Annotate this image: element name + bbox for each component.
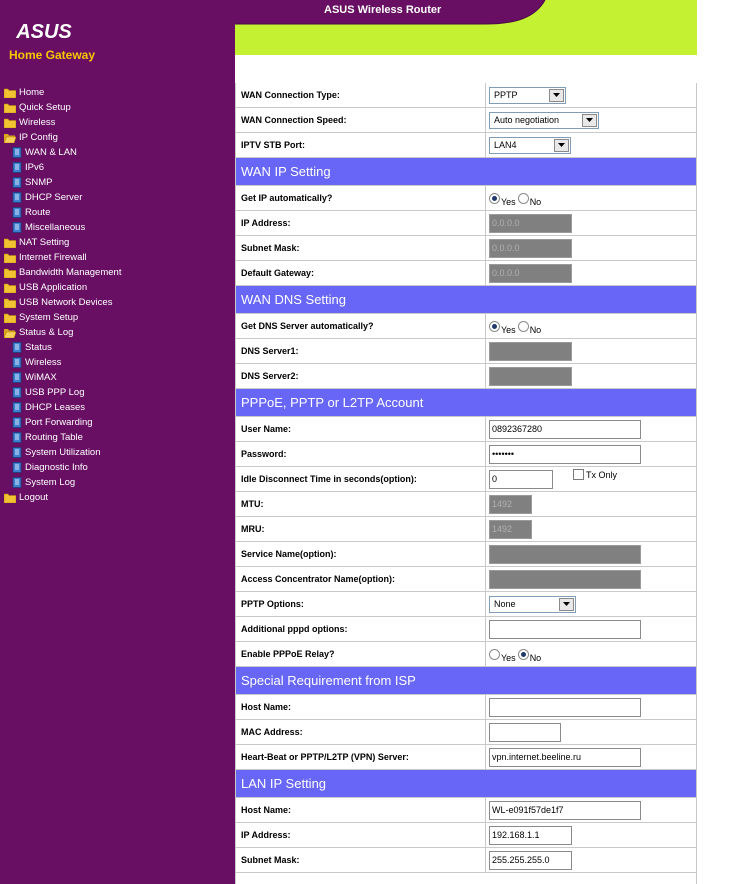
sidebar-item-label: Route: [25, 207, 51, 218]
wan-speed-label: WAN Connection Speed:: [236, 108, 486, 132]
lan-host-input[interactable]: WL-e091f57de1f7: [489, 801, 641, 820]
dns2-row: [236, 364, 696, 389]
sidebar-item-label: DHCP Server: [25, 192, 83, 203]
username-label: User Name:: [236, 417, 486, 441]
wan-gateway-label: Default Gateway:: [236, 261, 486, 285]
sidebar-item-label: Routing Table: [25, 432, 83, 443]
sidebar-item-label: Quick Setup: [19, 102, 71, 113]
asus-logo: [14, 16, 74, 48]
sidebar-item-label: IP Config: [19, 132, 58, 143]
folder-icon: [4, 253, 19, 263]
sidebar-item-label: USB PPP Log: [25, 387, 85, 398]
mac-row: [236, 720, 696, 745]
username-input[interactable]: 0892367280: [489, 420, 641, 439]
sidebar-item-label: USB Network Devices: [19, 297, 113, 308]
lan-host-row: [236, 798, 696, 823]
folder-icon: [4, 313, 19, 323]
page-icon: [12, 222, 25, 233]
section-lan-ip: LAN IP Setting: [236, 770, 696, 798]
wan-ip-address-row: [236, 211, 696, 236]
sidebar-item-label: Wireless: [19, 117, 56, 128]
dns2-input[interactable]: [489, 367, 572, 386]
folder-open-icon: [4, 133, 19, 143]
sidebar-item-label: Wireless: [25, 357, 62, 368]
heartbeat-label: Heart-Beat or PPTP/L2TP (VPN) Server:: [236, 745, 486, 769]
sidebar-item-label: NAT Setting: [19, 237, 70, 248]
page-icon: [12, 372, 25, 383]
idle-row: Idle Disconnect Time in seconds(option): 0 Tx Only: [236, 467, 696, 492]
iptv-port-row: [236, 133, 696, 158]
sidebar-item-label: SNMP: [25, 177, 53, 188]
folder-icon: [4, 238, 19, 248]
header-title: ASUS Wireless Router: [324, 4, 442, 16]
sidebar-item-bandwidth-management[interactable]: [4, 265, 121, 280]
dns2-label: DNS Server2:: [236, 364, 486, 388]
chevron-down-icon: [582, 114, 597, 127]
sidebar-item-home[interactable]: [4, 85, 121, 100]
lan-mask-label: Subnet Mask:: [236, 848, 486, 872]
lan-ip-input[interactable]: 192.168.1.1: [489, 826, 572, 845]
ac-label: Access Concentrator Name(option):: [236, 567, 486, 591]
heartbeat-row: [236, 745, 696, 770]
wan-subnet-row: [236, 236, 696, 261]
sidebar-item-usb-ppp-log[interactable]: [4, 385, 121, 400]
relay-row: Enable PPPoE Relay? Yes No: [236, 642, 696, 667]
mtu-row: [236, 492, 696, 517]
wan-gateway-input[interactable]: 0.0.0.0: [489, 264, 572, 283]
page-icon: [12, 207, 25, 218]
section-account: PPPoE, PPTP or L2TP Account: [236, 389, 696, 417]
wan-gateway-row: [236, 261, 696, 286]
isp-host-label: Host Name:: [236, 695, 486, 719]
nav-menu: [4, 85, 121, 505]
lan-mask-row: [236, 848, 696, 873]
sidebar-item-routing-table[interactable]: [4, 430, 121, 445]
page-icon: [12, 387, 25, 398]
page-icon: [12, 462, 25, 473]
mac-label: MAC Address:: [236, 720, 486, 744]
section-wan-dns: WAN DNS Setting: [236, 286, 696, 314]
sidebar-item-nat-setting[interactable]: [4, 235, 121, 250]
folder-icon: [4, 268, 19, 278]
ac-row: [236, 567, 696, 592]
page-icon: [12, 147, 25, 158]
sidebar-item-label: Miscellaneous: [25, 222, 86, 233]
pppd-label: Additional pppd options:: [236, 617, 486, 641]
service-input[interactable]: [489, 545, 641, 564]
sidebar-item-label: Bandwidth Management: [19, 267, 122, 278]
wan-type-select[interactable]: PPTP: [489, 87, 566, 104]
relay-yes-radio[interactable]: [489, 649, 500, 660]
page-icon: [12, 417, 25, 428]
wan-ip-auto-row: Get IP automatically? Yes No: [236, 186, 696, 211]
pptp-options-select[interactable]: None: [489, 596, 576, 613]
sidebar-item-ipv6[interactable]: [4, 160, 121, 175]
dns-auto-no-radio[interactable]: [518, 321, 529, 332]
sidebar-item-label: Status & Log: [19, 327, 74, 338]
pptp-options-label: PPTP Options:: [236, 592, 486, 616]
chevron-down-icon: [554, 139, 569, 152]
chevron-down-icon: [549, 89, 564, 102]
tx-only-checkbox[interactable]: [573, 469, 584, 480]
sidebar-item-system-setup[interactable]: [4, 310, 121, 325]
folder-icon: [4, 298, 19, 308]
sidebar-item-label: DHCP Leases: [25, 402, 86, 413]
folder-icon: [4, 283, 19, 293]
mru-label: MRU:: [236, 517, 486, 541]
sidebar-item-internet-firewall[interactable]: [4, 250, 121, 265]
wan-subnet-input[interactable]: 0.0.0.0: [489, 239, 572, 258]
sidebar-item-quick-setup[interactable]: [4, 100, 121, 115]
pppd-row: [236, 617, 696, 642]
sidebar-item-ip-config[interactable]: [4, 130, 121, 145]
section-isp: Special Requirement from ISP: [236, 667, 696, 695]
username-row: [236, 417, 696, 442]
wan-ip-address-input[interactable]: 0.0.0.0: [489, 214, 572, 233]
sidebar-item-snmp[interactable]: [4, 175, 121, 190]
page-icon: [12, 402, 25, 413]
pppd-input[interactable]: [489, 620, 641, 639]
idle-input[interactable]: 0: [489, 470, 553, 489]
page-icon: [12, 162, 25, 173]
dns1-row: [236, 339, 696, 364]
header-banner: [235, 0, 697, 55]
dns-auto-label: Get DNS Server automatically?: [236, 314, 486, 338]
sidebar-item-label: System Setup: [19, 312, 79, 323]
isp-host-row: [236, 695, 696, 720]
folder-icon: [4, 493, 19, 503]
wan-ip-auto-no-radio[interactable]: [518, 193, 529, 204]
sidebar-item-label: Logout: [19, 492, 49, 503]
mtu-label: MTU:: [236, 492, 486, 516]
header-background: [235, 0, 697, 55]
sidebar-item-label: WAN & LAN: [25, 147, 77, 158]
folder-open-icon: [4, 328, 19, 338]
password-label: Password:: [236, 442, 486, 466]
page-icon: [12, 432, 25, 443]
service-label: Service Name(option):: [236, 542, 486, 566]
sidebar-item-wireless[interactable]: [4, 115, 121, 130]
iptv-port-label: IPTV STB Port:: [236, 133, 486, 157]
folder-icon: [4, 88, 19, 98]
mru-input[interactable]: 1492: [489, 520, 532, 539]
folder-icon: [4, 118, 19, 128]
wan-type-label: WAN Connection Type:: [236, 83, 486, 107]
password-row: [236, 442, 696, 467]
settings-form: [235, 83, 697, 884]
sidebar-item-dhcp-server[interactable]: [4, 190, 121, 205]
sidebar-item-label: Home: [19, 87, 45, 98]
page-icon: [12, 477, 25, 488]
sidebar-item-miscellaneous[interactable]: [4, 220, 121, 235]
sidebar-item-status-log[interactable]: [4, 325, 121, 340]
sidebar-item-label: IPv6: [25, 162, 45, 173]
sidebar-item-port-forwarding[interactable]: [4, 415, 121, 430]
page-icon: [12, 447, 25, 458]
sidebar-item-system-log[interactable]: [4, 475, 121, 490]
page-icon: [12, 357, 25, 368]
mru-row: [236, 517, 696, 542]
wan-type-row: [236, 83, 696, 108]
sidebar-item-label: Port Forwarding: [25, 417, 93, 428]
sidebar-item-label: Internet Firewall: [19, 252, 87, 263]
wan-ip-auto-yes-radio[interactable]: [489, 193, 500, 204]
page-icon: [12, 192, 25, 203]
sidebar-item-label: WiMAX: [25, 372, 57, 383]
dns-auto-yes-radio[interactable]: [489, 321, 500, 332]
wan-subnet-label: Subnet Mask:: [236, 236, 486, 260]
sidebar-item-logout[interactable]: [4, 490, 121, 505]
folder-icon: [4, 103, 19, 113]
wan-speed-row: [236, 108, 696, 133]
relay-no-radio[interactable]: [518, 649, 529, 660]
sidebar-item-usb-application[interactable]: [4, 280, 121, 295]
sidebar-item-route[interactable]: [4, 205, 121, 220]
sidebar-item-label: USB Application: [19, 282, 88, 293]
dns1-label: DNS Server1:: [236, 339, 486, 363]
service-row: [236, 542, 696, 567]
sidebar-item-label: Diagnostic Info: [25, 462, 88, 473]
lan-mask-input[interactable]: 255.255.255.0: [489, 851, 572, 870]
password-input[interactable]: •••••••: [489, 445, 641, 464]
sidebar-item-wan-lan[interactable]: [4, 145, 121, 160]
dns1-input[interactable]: [489, 342, 572, 361]
page-icon: [12, 342, 25, 353]
wan-ip-auto-label: Get IP automatically?: [236, 186, 486, 210]
sidebar-item-status[interactable]: [4, 340, 121, 355]
sidebar-item-usb-network-devices[interactable]: [4, 295, 121, 310]
dns-auto-row: Get DNS Server automatically? Yes No: [236, 314, 696, 339]
sidebar-item-label: Status: [25, 342, 52, 353]
sidebar-item-dhcp-leases[interactable]: [4, 400, 121, 415]
mtu-input[interactable]: 1492: [489, 495, 532, 514]
page-icon: [12, 177, 25, 188]
iptv-port-select[interactable]: LAN4: [489, 137, 571, 154]
sidebar-item-wimax[interactable]: [4, 370, 121, 385]
sidebar-item-diagnostic-info[interactable]: [4, 460, 121, 475]
chevron-down-icon: [559, 598, 574, 611]
heartbeat-input[interactable]: vpn.internet.beeline.ru: [489, 748, 641, 767]
sidebar: [0, 0, 235, 884]
isp-host-input[interactable]: [489, 698, 641, 717]
brand-subtitle: Home Gateway: [9, 48, 96, 62]
sidebar-item-wireless[interactable]: [4, 355, 121, 370]
wan-ip-address-label: IP Address:: [236, 211, 486, 235]
pptp-options-row: [236, 592, 696, 617]
sidebar-item-label: System Utilization: [25, 447, 101, 458]
svg-text:ASUS: ASUS: [16, 21, 72, 43]
sidebar-item-system-utilization[interactable]: [4, 445, 121, 460]
wan-speed-select[interactable]: Auto negotiation: [489, 112, 599, 129]
lan-ip-row: [236, 823, 696, 848]
lan-ip-label: IP Address:: [236, 823, 486, 847]
sidebar-item-label: System Log: [25, 477, 76, 488]
idle-label: Idle Disconnect Time in seconds(option):: [236, 467, 486, 491]
relay-label: Enable PPPoE Relay?: [236, 642, 486, 666]
lan-host-label: Host Name:: [236, 798, 486, 822]
mac-input[interactable]: [489, 723, 561, 742]
ac-input[interactable]: [489, 570, 641, 589]
section-wan-ip: WAN IP Setting: [236, 158, 696, 186]
